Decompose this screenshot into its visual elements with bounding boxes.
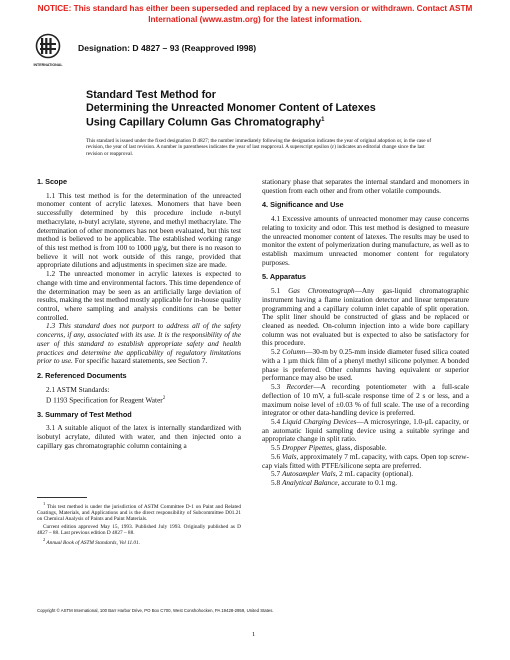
footnote-1: $^1$ This test method is under the jurisdiction of ASTM Committee D-1 on Paint and Related Coatings, Materials, and Applications and is the direct responsibility of Subcommittee D01.21 on Chemical Analysis of Paints and Paint Materials. xyxy=(37,501,241,523)
paragraph-1-1: 1.1 This test method is for the determination of the unreacted monomer content of acrylic latexes. Monomers that have been successfully determined by this procedure include n-butyl methacrylate, n-butyl acrylate, styrene, and methyl methacrylate. The determination of other monomers has not been evaluated, but this test method is believed to be applicable. The established working range of this test method is from 100 to 1000 µg/g, but there is no reason to believe it will not work outside of this range, provided that appropriate dilutions and adjustments in specimen size are made. xyxy=(37,190,241,270)
paragraph-1-3: 1.3 This standard does not purport to address all of the safety concerns, if any, associated with its use. It is the responsibility of the user of this standard to establish appropriate safety and health practices and determine the applicability of regulatory limitations prior to use. For specific hazard statements, see Section 7. xyxy=(37,321,241,366)
title-line-2 xyxy=(86,114,426,129)
paragraph-5-5: 5.5 Dropper Pipettes, glass, disposable. xyxy=(271,443,387,453)
reference-d1193: D 1193 Specification for Reagent Water$^2$ xyxy=(46,394,166,404)
title-line-1: Determining the Unreacted Monomer Content of Latexes xyxy=(86,102,376,114)
title-footnote-mark: 1 xyxy=(321,117,325,123)
paragraph-3-1-continued: stationary phase that separates the internal standard and monomers in question from each other and from other volatile compounds. xyxy=(262,177,469,195)
apparatus-heading: 5. Apparatus xyxy=(262,272,306,282)
copyright: Copyright © ASTM International, 100 Barr Harbor Drive, PO Box C700, West Conshohocken, PA 19428-2959, United States. xyxy=(37,608,274,613)
astm-logo-icon xyxy=(35,32,61,72)
designation: Designation: D 4827 – 93 (Reapproved I998) xyxy=(78,43,257,53)
title-line-2-text: Using Capillary Column Gas Chromatography xyxy=(86,116,322,129)
standard-title xyxy=(86,89,426,129)
astm-logo xyxy=(35,32,61,72)
footnote-2: $^2$ Annual Book of ASTM Standards, Vol 11.01. xyxy=(43,537,141,547)
paragraph-5-3: 5.3 Recorder—A recording potentiometer with a full-scale deflection of 10 mV, a full-scale response time of 2 s or less, and a maximum noise level of ±0.03 % of full scale. The use of a recording integrator or other data-handling device is preferred. xyxy=(262,382,469,418)
paragraph-2-1: 2.1 ASTM Standards: xyxy=(46,384,110,394)
right-column xyxy=(262,178,469,488)
footnote-1-edition: Current edition approved May 15, 1993. Published July 1993. Originally published as D 4827 – 88. Last previous edition D 4827 – 88. xyxy=(37,523,241,536)
paragraph-5-4: 5.4 Liquid Charging Devices—A microsyringe, 1.0-µL capacity, or an automatic liquid sampling device using a suitable syringe and appropriate change in split ratio. xyxy=(262,416,469,444)
paragraph-5-1: 5.1 Gas Chromatograph—Any gas-liquid chromatographic instrument having a flame ionization detector and linear temperature programming and a capillary column inlet capable of split operation. The split liner should be constructed of glass and be replaced or cleaned as needed. On-column injection into a wide bore capillary column was not evaluated but is expected to also be satisfactory for this procedure. xyxy=(262,286,469,348)
paragraph-5-6: 5.6 Vials, approximately 7 mL capacity, with caps. Open top screw-cap vials fitted with PTFE/silicone septa are preferred. xyxy=(262,451,469,470)
left-column xyxy=(37,178,241,451)
footnote-divider xyxy=(37,497,87,498)
page-number: 1 xyxy=(252,631,256,638)
paragraph-5-2: 5.2 Column—30-m by 0.25-mm inside diameter fused silica coated with a 1 µm thick film of a phenyl methyl silicone polymer. A bonded phase is preferred. Other columns having equivalent or superior performance may also be used. xyxy=(262,347,469,383)
logo-text: INTERNATIONAL xyxy=(33,63,63,67)
paragraph-5-7: 5.7 Autosampler Vials, 2 mL capacity (optional). xyxy=(271,469,414,479)
paragraph-3-1: 3.1 A suitable aliquot of the latex is internally standardized with isobutyl acrylate, diluted with water, and then injected onto a capillary gas chromatographic column containing a xyxy=(37,423,241,450)
paragraph-5-8: 5.8 Analytical Balance, accurate to 0.1 mg. xyxy=(271,477,398,487)
scope-heading: 1. Scope xyxy=(37,177,68,186)
significance-heading: 4. Significance and Use xyxy=(262,200,344,210)
paragraph-4-1: 4.1 Excessive amounts of unreacted monomer may cause concerns relating to toxicity and odor. This test method is designed to measure the unreacted monomer content of latexes. The results may be used to monitor the extent of polymerization during manufacture, as well as to establish maximum unreacted monomer content for regulatory purposes. xyxy=(262,214,469,267)
referenced-documents-heading: 2. Referenced Documents xyxy=(37,371,127,381)
title-label: Standard Test Method for xyxy=(86,89,216,101)
supersession-notice xyxy=(0,4,510,25)
paragraph-1-2: 1.2 The unreacted monomer in acrylic latexes is expected to change with time and environmental factors. This time dependence of the determination may be seen as an artificially large deviation of results, making the test method mostly applicable for in-house quality control, where sampling and analysis conditions can be better controlled. xyxy=(37,269,241,322)
notice-line-2: International (www.astm.org) for the latest information. xyxy=(148,14,362,24)
footnotes xyxy=(37,501,241,547)
issuance-note: This standard is issued under the fixed designation D 4827; the number immediately following the designation indicates the year of original adoption or, in the case of revision, the year of last revision. A number in parentheses indicates the year of last reapproval. A superscript epsilon (ε) indicates an editorial change since the last revision or reapproval. xyxy=(86,138,432,157)
summary-heading: 3. Summary of Test Method xyxy=(37,409,132,419)
notice-line-1: NOTICE: This standard has either been superseded and replaced by a new version or withdrawn. Contact ASTM xyxy=(37,4,473,13)
